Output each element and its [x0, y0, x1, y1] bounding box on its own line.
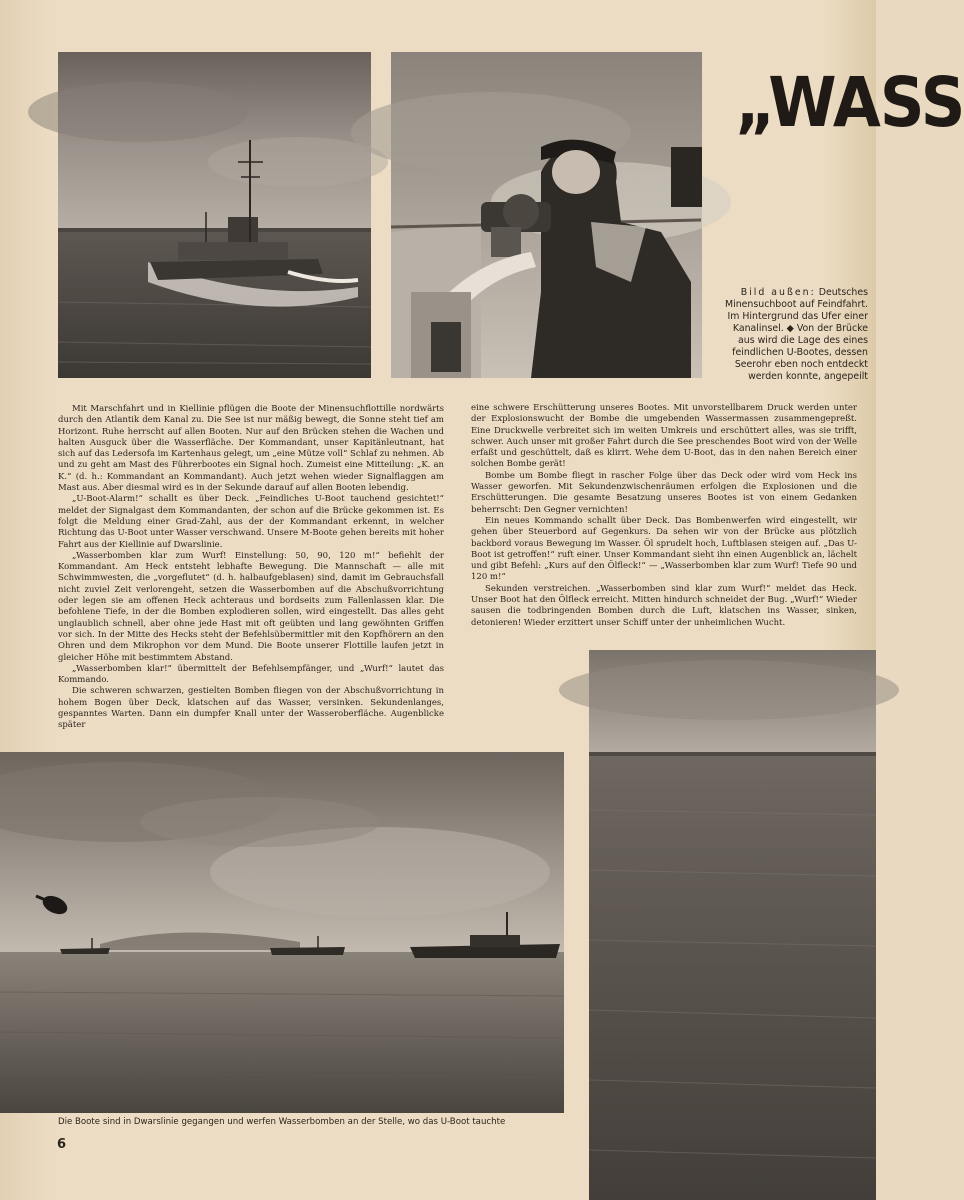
paragraph: Sekunden verstreichen. „Wasserbomben sind klar zum Wurf!“ meldet das Heck. Unser Boot hat den Ölfleck erreicht. Mitten hindurch schneidet der Bug. „Wurf!“ Wieder sausen die todbringenden Bomben durch die Luft, klatschen ins Wasser, sinken, detonieren! Wieder erzittert unser Schiff unter der unheimlichen Wucht.: [471, 583, 857, 628]
paragraph: Bombe um Bombe fliegt in rascher Folge über das Deck oder wird vom Heck ins Wasser geworfen. Mit Sekundenzwischenräumen erfolgen die Explosionen und die Erschütterungen. Die gesamte Besatzung unseres Bootes ist von einem Gedanken beherrscht: Den Gegner vernichten!: [471, 470, 857, 515]
paragraph: Mit Marschfahrt und in Kiellinie pflügen die Boote der Minensuchflottille nordwärts durch den Atlantik dem Kanal zu. Die See ist nur mäßig bewegt, die Sonne steht tief am Horizont. Ruhe herrscht auf allen Booten. Nur auf den Brücken stehen die Wachen und halten Ausguck über die Wasserfläche. Der Kommandant, unser Kapitänleutnant, hat sich auf das Ledersofa im Kartenhaus gelegt, um „eine Mütze voll“ Schlaf zu nehmen. Ab und zu geht am Mast des Führerbootes ein Signal hoch. Zumeist eine Mitteilung: „K. an K.“ (d. h.: Kommandant an Kommandant). Auch jetzt wehen wieder Signalflaggen am Mast aus. Aber diesmal wird es in der Sekunde darauf auf allen Booten lebendig.: [58, 404, 444, 494]
photo-depth-charges: [0, 752, 564, 1113]
paragraph: „Wasserbomben klar!“ übermittelt der Befehlsempfänger, und „Wurf!“ lautet das Kommando.: [58, 663, 444, 686]
photo-officer-bearing: [391, 52, 702, 378]
photo-minesweeper: [58, 52, 371, 378]
side-caption-text: Deutsches Minensuchboot auf Feindfahrt. Im Hintergrund das Ufer einer Kanalinsel. ◆ Von der Brücke aus wird die Lage des eines feindlichen U-Bootes, dessen Seerohr eben noch entdeckt werden konnte, angepeilt: [725, 287, 868, 382]
side-caption-lead: Bild außen:: [740, 287, 816, 298]
paragraph: „Wasserbomben klar zum Wurf! Einstellung: 50, 90, 120 m!“ befiehlt der Kommandant. Am Heck entsteht lebhafte Bewegung. Die Mannschaft — alle mit Schwimmwesten, die „vorgeflutet“ (d. h. halbaufgeblasen) sind, damit im Gebrauchsfall nicht zuviel Zeit verlorengeht, setzen die Wasserbomben auf die Abschußvorrichtung oder legen sie am offenen Heck achteraus und bordseits zum Fallenlassen klar. Die befohlene Tiefe, in der die Bomben explodieren sollen, wird eingestellt. Das alles geht unglaublich schnell, aber ohne jede Hast mit oft geübten und lang gewöhnten Griffen vor sich. In der Mitte des Hecks steht der Befehlsübermittler mit den Kopfhörern an den Ohren und dem Mikrophon vor dem Mund. Die Boote unserer Flottille laufen jetzt in gleicher Höhe mit bestimmtem Abstand.: [58, 550, 444, 663]
photo-caption: Die Boote sind in Dwarslinie gegangen und werfen Wasserbomben an der Stelle, wo das U-Boot tauchte: [58, 1117, 506, 1127]
paragraph: „U-Boot-Alarm!“ schallt es über Deck. „Feindliches U-Boot tauchend gesichtet!“ meldet der Signalgast dem Kommandanten, der schon auf die Brücke gekommen ist. Es folgt die Meldung einer Grad-Zahl, aus der der Kommandant erkennt, in welcher Richtung das U-Boot unter Wasser verschwand. Unsere M-Boote gehen bereits mit hoher Fahrt aus der Kiellinie auf Dwarslinie.: [58, 494, 444, 550]
paragraph: Ein neues Kommando schallt über Deck. Das Bombenwerfen wird eingestellt, wir gehen über Steuerbord auf Gegenkurs. Da sehen wir von der Brücke aus plötzlich backbord voraus Bewegung im Wasser. Öl sprudelt hoch, Luftblasen steigen auf. „Das U-Boot ist getroffen!“ ruft einer. Unser Kommandant sieht ihn einen Augenblick an, lächelt und gibt Befehl: „Kurs auf den Ölfleck!“ — „Wasserbomben klar zum Wurf! Tiefe 90 und 120 m!“: [471, 515, 857, 583]
article-column-left: [58, 404, 444, 732]
photo-open-sea: [589, 650, 876, 1200]
article-column-right: [471, 403, 857, 629]
side-caption: [716, 287, 868, 383]
page-number: 6: [57, 1137, 67, 1152]
paragraph: eine schwere Erschütterung unseres Bootes. Mit unvorstellbarem Druck werden unter der Explosionswucht der Bombe die umgebenden Wassermassen zusammengepreßt. Eine Druckwelle verbreitet sich im weiten Umkreis und erschüttert alles, was sie trifft, schwer. Auch unser mit großer Fahrt durch die See preschendes Boot wird von der Welle erfaßt und geschüttelt, daß es klirrt. Wehe dem U-Boot, das in den nahen Bereich einer solchen Bombe gerät!: [471, 403, 857, 470]
paragraph: Die schweren schwarzen, gestielten Bomben fliegen von der Abschußvorrichtung in hohem Bogen über Deck, klatschen auf das Wasser, versinken. Sekundenlanges, gespanntes Warten. Dann ein dumpfer Knall unter der Wasseroberfläche. Augenblicke später: [58, 686, 444, 731]
article-title: „WASS: [735, 62, 964, 143]
